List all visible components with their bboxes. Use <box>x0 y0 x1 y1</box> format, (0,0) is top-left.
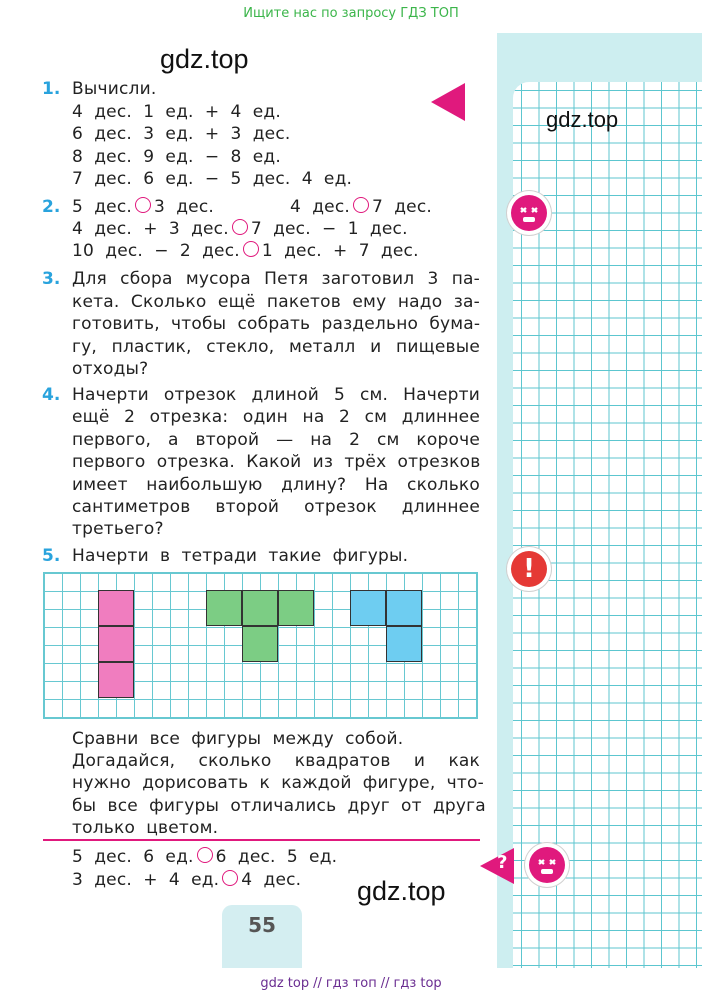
dizzy-face-icon <box>529 847 565 883</box>
compare-circle[interactable] <box>232 219 248 235</box>
task-3-number: 3. <box>42 269 61 289</box>
bottom-link[interactable]: гдз топ <box>325 976 377 991</box>
task-5-line: Догадайся, сколько квадратов и как <box>72 751 480 771</box>
task-4-line: первого, а второй — на 2 см короче <box>72 430 480 450</box>
compare-circle[interactable] <box>243 241 259 257</box>
expr: 4 дес. + 3 дес. <box>72 219 229 239</box>
exclamation-icon: ! <box>511 551 547 587</box>
task-1-line: 4 дес. 1 ед. + 4 ед. <box>72 102 281 122</box>
green-square <box>206 590 242 626</box>
extra-line-1 <box>72 846 337 868</box>
task-1-number: 1. <box>42 79 61 99</box>
page-number: 55 <box>222 905 302 968</box>
task-2-line-1a <box>72 196 214 218</box>
task-5-line: только цветом. <box>72 818 219 838</box>
expr: 6 дес. 5 ед. <box>215 847 338 867</box>
task-4-line: третьего? <box>72 519 164 539</box>
task-4-line: сантиметров второй отрезок длиннее <box>72 497 480 517</box>
bottom-banner <box>0 976 702 991</box>
green-square <box>242 626 278 662</box>
task-2-line-1b <box>290 196 432 218</box>
figures-grid <box>43 572 478 719</box>
extra-line-2 <box>72 869 301 891</box>
task-3-line: отходы? <box>72 359 149 379</box>
separator: // <box>380 976 390 991</box>
task-4-line: Начерти отрезок длиной 5 см. Начерти <box>72 385 480 405</box>
bottom-link[interactable]: gdz top <box>260 976 310 991</box>
expr: 5 дес. 6 ед. <box>72 847 194 867</box>
expr: 3 дес. <box>154 197 214 217</box>
task-1-line: 8 дес. 9 ед. − 8 ед. <box>72 147 281 167</box>
watermark: gdz.top <box>546 107 619 132</box>
task-5-line: Сравни все фигуры между собой. <box>72 729 404 749</box>
expr: 4 дес. <box>290 197 350 217</box>
task-3-line: готовить, чтобы собрать раздельно бума- <box>72 314 481 334</box>
task-5-number: 5. <box>42 546 61 566</box>
watermark: gdz.top <box>160 44 249 74</box>
task-3-line: гу, пластик, стекло, металл и пищевые <box>72 337 480 357</box>
compare-circle[interactable] <box>222 870 238 886</box>
task-2-line-3 <box>72 240 419 262</box>
compare-circle[interactable] <box>135 197 151 213</box>
task-1-line: 7 дес. 6 ед. − 5 дес. 4 ед. <box>72 169 353 189</box>
expr: 7 дес. <box>372 197 432 217</box>
task-4-number: 4. <box>42 385 61 405</box>
bookmark-triangle-icon <box>431 83 465 121</box>
task-3-line: кета. Сколько ещё пакетов ему надо за- <box>72 292 480 312</box>
pink-square <box>98 662 134 698</box>
task-4-line: первого отрезка. Какой из трёх отрезков <box>72 452 481 472</box>
task-4-line: ещё 2 отрезка: один на 2 см длиннее <box>72 407 480 427</box>
task-5-title: Начерти в тетради такие фигуры. <box>72 546 409 566</box>
section-divider <box>43 839 480 841</box>
task-2-line-2 <box>72 218 408 240</box>
task-5-line: нужно дорисовать к каждой фигуре, что- <box>72 773 484 793</box>
pink-square <box>98 626 134 662</box>
task-4-line: имеет наибольшую длину? На сколько <box>72 475 480 495</box>
watermark: gdz.top <box>357 876 446 906</box>
dizzy-face-icon <box>511 195 547 231</box>
task-1-title: Вычисли. <box>72 79 157 99</box>
task-2-number: 2. <box>42 197 61 217</box>
expr: 10 дес. − 2 дес. <box>72 241 240 261</box>
blue-square <box>386 626 422 662</box>
task-3-line: Для сбора мусора Петя заготовил 3 па- <box>72 269 480 289</box>
task-1-line: 6 дес. 3 ед. + 3 дес. <box>72 124 291 144</box>
expr: 4 дес. <box>241 870 302 890</box>
expr: 1 дес. + 7 дес. <box>261 241 419 261</box>
green-square <box>242 590 278 626</box>
expr: 3 дес. + 4 ед. <box>72 870 220 890</box>
question-icon: ? <box>497 852 508 873</box>
expr: 5 дес. <box>72 197 132 217</box>
separator: // <box>313 976 322 991</box>
top-banner[interactable]: Ищите нас по запросу ГДЗ ТОП <box>243 6 459 21</box>
bottom-link[interactable]: гдз top <box>393 976 442 991</box>
compare-circle[interactable] <box>197 847 213 863</box>
blue-square <box>350 590 386 626</box>
compare-circle[interactable] <box>353 197 369 213</box>
blue-square <box>386 590 422 626</box>
task-5-line: бы все фигуры отличались друг от друга <box>72 796 486 816</box>
green-square <box>278 590 314 626</box>
expr: 7 дес. − 1 дес. <box>250 219 408 239</box>
pink-square <box>98 590 134 626</box>
